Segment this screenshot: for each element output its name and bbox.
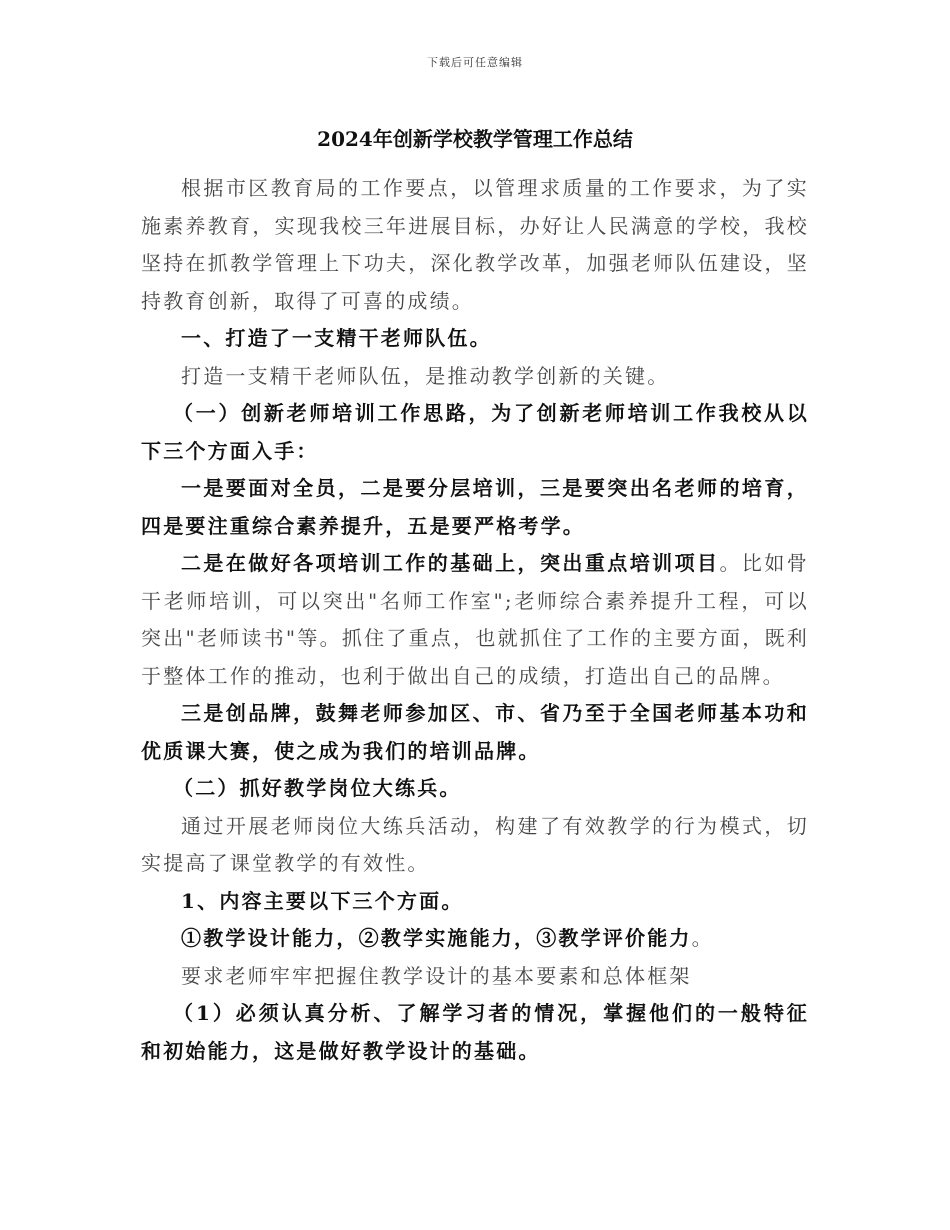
paragraph-key-projects-lead: 二是在做好各项培训工作的基础上，突出重点培训项目 bbox=[181, 551, 720, 575]
paragraph-key-projects bbox=[141, 545, 809, 695]
paragraph-content-heading: 1、内容主要以下三个方面。 bbox=[181, 888, 464, 913]
paragraph-requirements: 要求老师牢牢把握住教学设计的基本要素和总体框架 bbox=[181, 963, 692, 988]
paragraph-key-point: 打造一支精干老师队伍，是推动教学创新的关键。 bbox=[181, 363, 670, 388]
paragraph-intro: 根据市区教育局的工作要点，以管理求质量的工作要求，为了实施素养教育，实现我校三年进展目标，办好让人民满意的学校，我校坚持在抓教学管理上下功夫，深化教学改革，加强老师队伍建设，坚持教育创新，取得了可喜的成绩。 bbox=[141, 176, 809, 313]
paragraph-practice: 通过开展老师岗位大练兵活动，构建了有效教学的行为模式，切实提高了课堂教学的有效性。 bbox=[141, 813, 809, 875]
subsection-heading-2: （二）抓好教学岗位大练兵。 bbox=[173, 776, 462, 800]
paragraph-training-points: 一是要面对全员，二是要分层培训，三是要突出名老师的培育，四是要注重综合素养提升，五是要严格考学。 bbox=[141, 476, 809, 538]
section-heading-1: 一、打造了一支精干老师队伍。 bbox=[181, 326, 492, 350]
paragraph-analysis: （1）必须认真分析、了解学习者的情况，掌握他们的一般特征和初始能力，这是做好教学设计的基础。 bbox=[141, 1001, 809, 1063]
document-title: 2024年创新学校教学管理工作总结 bbox=[317, 127, 633, 151]
paragraph-key-projects-rest: 。比如骨干老师培训，可以突出"名师工作室";老师综合素养提升工程，可以突出"老师读书"等。抓住了重点，也就抓住了工作的主要方面，既利于整体工作的推动，也利于做出自己的成绩，打造出自己的品牌。 bbox=[141, 551, 809, 688]
paragraph-brand: 三是创品牌，鼓舞老师参加区、市、省乃至于全国老师基本功和优质课大赛，使之成为我们的培训品牌。 bbox=[141, 701, 809, 763]
paragraph-abilities-rest: 。 bbox=[691, 926, 714, 950]
subsection-heading-1: （一）创新老师培训工作思路，为了创新老师培训工作我校从以下三个方面入手： bbox=[141, 401, 809, 463]
page-header-note: 下载后可任意编辑 bbox=[427, 56, 523, 69]
paragraph-abilities-lead: ①教学设计能力，②教学实施能力，③教学评价能力 bbox=[181, 926, 692, 950]
paragraph-abilities bbox=[141, 920, 809, 958]
document-body bbox=[141, 170, 809, 1070]
